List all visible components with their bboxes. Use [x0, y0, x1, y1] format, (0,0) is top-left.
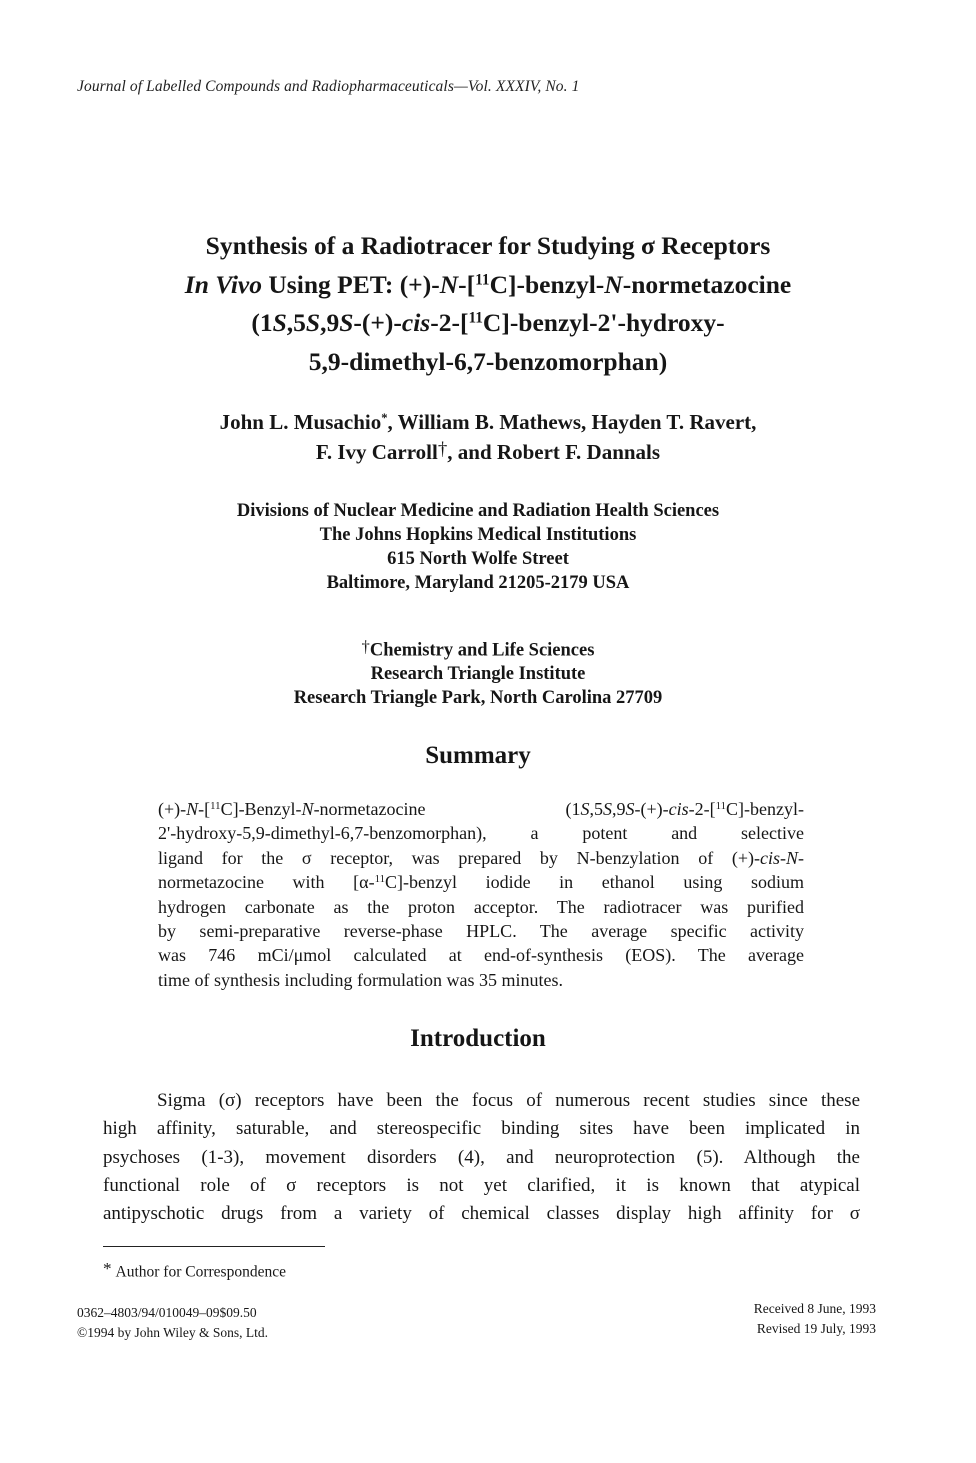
summary-line: hydrogen carbonate as the proton acceptor. The radiotracer was purified [158, 896, 804, 917]
dagger-mark: † [437, 439, 448, 460]
running-head: Journal of Labelled Compounds and Radiopharmaceuticals—Vol. XXXIV, No. 1 [77, 78, 580, 95]
affiliation-line: Research Triangle Institute [370, 664, 586, 685]
intro-line: antipyschotic drugs from a variety of chemical classes display high affinity for σ [103, 1203, 860, 1225]
affiliation-line: 615 North Wolfe Street [387, 549, 569, 569]
title-line-1: Synthesis of a Radiotracer for Studying σ Receptors [205, 231, 771, 260]
introduction-paragraph [103, 1087, 860, 1228]
affiliation-line: Baltimore, Maryland 21205-2179 USA [326, 573, 630, 593]
authors-line-1: John L. Musachio*, William B. Mathews, Hayden T. Ravert, [219, 410, 757, 434]
title-line-2: In Vivo Using PET: (+)-N-[$^{11}$C]-benzyl-N-normetazocine [184, 269, 792, 299]
summary-paragraph [158, 797, 804, 992]
introduction-heading: Introduction [410, 1025, 546, 1052]
summary-line: ligand for the σ receptor, was prepared by N-benzylation of (+)-cis-N- [158, 847, 804, 868]
affiliation-rti [0, 635, 956, 710]
authors-line-2: F. Ivy Carroll†, and Robert F. Dannals [315, 439, 661, 464]
intro-line: high affinity, saturable, and stereospecific binding sites have been implicated in [103, 1118, 860, 1140]
affiliation-line: †Chemistry and Life Sciences [361, 637, 595, 661]
correspondence-star: * [381, 411, 388, 426]
revised-date: Revised 19 July, 1993 [756, 1321, 876, 1336]
publication-info [77, 1303, 268, 1343]
summary-line: normetazocine with [α-$^{11}$C]-benzyl iodide in ethanol using sodium [158, 872, 804, 893]
summary-line: was 746 mCi/μmol calculated at end-of-synthesis (EOS). The average [158, 945, 804, 966]
intro-line: Sigma (σ) receptors have been the focus of numerous recent studies since these [157, 1090, 860, 1111]
title-line-3: (1S,5S,9S-(+)-cis-2-[$^{11}$C]-benzyl-2'-hydroxy- [251, 308, 725, 337]
affiliation-hopkins [0, 499, 956, 595]
summary-line: time of synthesis including formulation was 35 minutes. [158, 969, 563, 990]
title-line-4: 5,9-dimethyl-6,7-benzomorphan) [308, 346, 668, 376]
footnote: * Author for Correspondence [103, 1259, 286, 1281]
author-list [0, 409, 976, 466]
affiliation-line: Research Triangle Park, North Carolina 27709 [293, 688, 663, 709]
received-date: Received 8 June, 1993 [753, 1301, 876, 1316]
footnote-divider [103, 1246, 325, 1247]
affiliation-line: Divisions of Nuclear Medicine and Radiation Health Sciences [236, 501, 720, 521]
summary-line: (+)-N-[$^{11}$C]-Benzyl-N-normetazocine (1S,5S,9S-(+)-cis-2-[$^{11}$C]-benzyl- [158, 799, 804, 819]
summary-line: by semi-preparative reverse-phase HPLC. The average specific activity [158, 921, 804, 942]
intro-line: functional role of σ receptors is not yet clarified, it is known that atypical [103, 1174, 860, 1196]
intro-line: psychoses (1-3), movement disorders (4), and neuroprotection (5). Although the [103, 1146, 860, 1168]
summary-heading: Summary [425, 742, 531, 769]
summary-line: 2'-hydroxy-5,9-dimethyl-6,7-benzomorphan), a potent and selective [158, 823, 804, 844]
affiliation-line: The Johns Hopkins Medical Institutions [319, 525, 637, 545]
copyright: ©1994 by John Wiley & Sons, Ltd. [77, 1325, 268, 1340]
article-title [0, 227, 976, 381]
received-dates [754, 1299, 876, 1339]
issn-code: 0362–4803/94/010049–09$09.50 [77, 1305, 257, 1320]
